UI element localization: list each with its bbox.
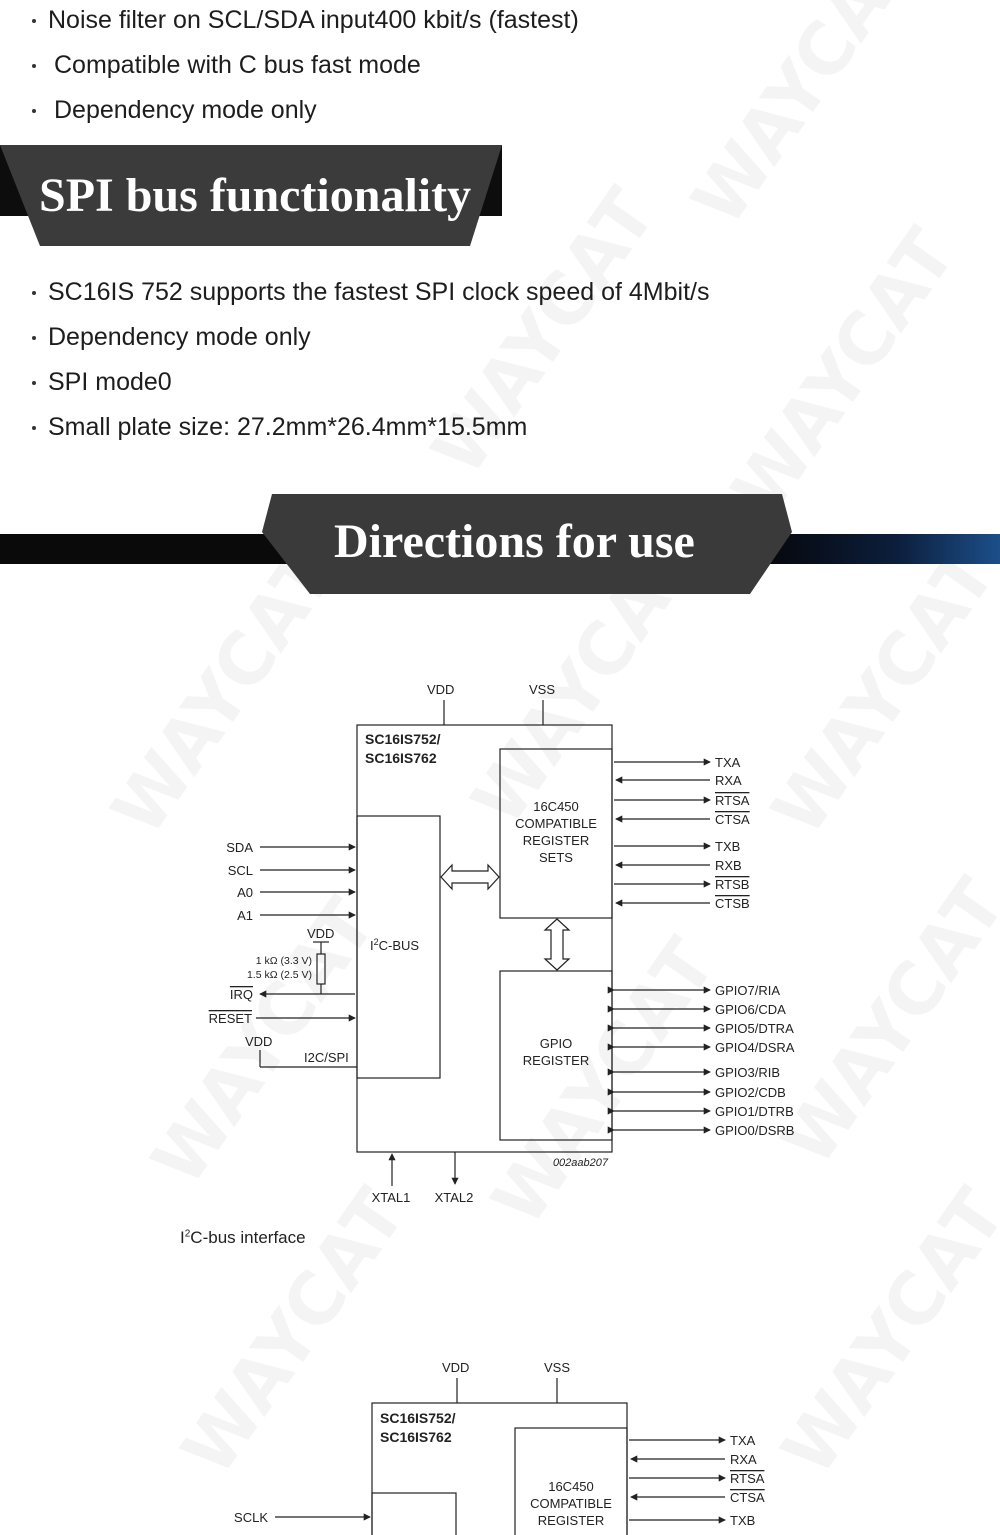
pin-label: SCL [227, 863, 253, 878]
resistor-value-line2: 1.5 kΩ (2.5 V) [246, 969, 312, 981]
register-label-line1: 16C450 [533, 799, 579, 814]
uart-pin-label: RTSB [715, 877, 750, 892]
caption-prefix: I [180, 1228, 185, 1247]
vss-label: VSS [544, 1360, 571, 1375]
gpio-label-line1: GPIO [539, 1036, 573, 1051]
resistor-value-line1: 1 kΩ (3.3 V) [255, 955, 312, 967]
register-label-line1: 16C450 [548, 1479, 594, 1494]
register-label-line3: REGISTER [537, 1513, 605, 1528]
reset-label: RESET [208, 1011, 252, 1026]
uart-pin-label: RTSA [715, 793, 750, 808]
list-item: SPI mode0 [32, 360, 709, 405]
uart-pin-label: CTSA [715, 812, 750, 827]
mode-pin-label: I2C/SPI [304, 1050, 349, 1065]
uart-pin-label: RXA [730, 1452, 757, 1467]
gpio-pin-label: GPIO0/DSRB [715, 1123, 795, 1138]
register-label-line2: COMPATIBLE [515, 816, 597, 831]
register-label-line4: SETS [539, 850, 573, 865]
chip-name-line2: SC16IS762 [380, 1429, 452, 1445]
spi-bus-block [372, 1493, 456, 1535]
list-item: Dependency mode only [32, 88, 579, 133]
chip-name-line1: SC16IS752/ [380, 1410, 456, 1426]
list-item: Small plate size: 27.2mm*26.4mm*15.5mm [32, 405, 709, 450]
uart-pin-label: RXB [715, 858, 742, 873]
caption-text: C-bus interface [190, 1228, 306, 1247]
gpio-pin-label: GPIO3/RIB [715, 1065, 781, 1080]
gpio-pin-label: GPIO6/CDA [715, 1002, 786, 1017]
gpio-pin-label: GPIO1/DTRB [715, 1104, 794, 1119]
vdd-label: VDD [442, 1360, 470, 1375]
vss-label: VSS [529, 682, 556, 697]
gpio-pin-label: GPIO5/DTRA [715, 1021, 794, 1036]
uart-pin-label: TXB [715, 839, 741, 854]
register-label-line3: REGISTER [522, 833, 590, 848]
chip-name-line1: SC16IS752/ [365, 731, 441, 747]
irq-label: IRQ [229, 987, 253, 1002]
mode-vdd-label: VDD [245, 1034, 273, 1049]
uart-pin-label: TXA [730, 1433, 756, 1448]
pin-label: SDA [226, 840, 253, 855]
list-item: Dependency mode only [32, 315, 709, 360]
spi-block-diagram [220, 1345, 820, 1535]
uart-pin-label: RXA [715, 773, 742, 788]
uart-pin-label: TXB [730, 1513, 756, 1528]
gpio-pin-label: GPIO4/DSRA [715, 1040, 795, 1055]
list-item: Compatible with C bus fast mode [32, 43, 579, 88]
pin-label: A0 [237, 885, 253, 900]
spi-feature-list [32, 270, 709, 450]
uart-pin-label: TXA [715, 755, 741, 770]
directions-section-title: Directions for use [334, 515, 695, 568]
resistor-vdd-label: VDD [307, 926, 335, 941]
uart-pin-label: CTSB [715, 896, 750, 911]
pin-label: A1 [237, 908, 253, 923]
i2c-block-diagram [190, 680, 830, 1220]
uart-pin-label: RTSA [730, 1471, 765, 1486]
gpio-label-line2: REGISTER [522, 1053, 590, 1068]
watermark [715, 214, 971, 530]
vdd-label: VDD [427, 682, 455, 697]
list-item: SC16IS 752 supports the fastest SPI clock speed of 4Mbit/s [32, 270, 709, 315]
caption-superscript: 2 [184, 1228, 191, 1240]
i2c-diagram-caption [180, 1228, 306, 1248]
list-item: Noise filter on SCL/SDA input400 kbit/s (fastest) [32, 0, 579, 43]
xtal1-label: XTAL1 [371, 1190, 411, 1205]
chip-name-line2: SC16IS762 [365, 750, 437, 766]
uart-pin-label: CTSA [730, 1490, 765, 1505]
gpio-pin-label: GPIO2/CDB [715, 1085, 786, 1100]
i2c-bus-label: $I^2C$-BUS [370, 937, 420, 953]
register-label-line2: COMPATIBLE [530, 1496, 612, 1511]
diagram-code: 002aab207 [552, 1157, 608, 1169]
sclk-label: SCLK [234, 1510, 268, 1525]
xtal2-label: XTAL2 [434, 1190, 474, 1205]
spi-section-title: SPI bus functionality [39, 169, 472, 222]
i2c-feature-list [32, 0, 579, 133]
gpio-pin-label: GPIO7/RIA [715, 983, 781, 998]
